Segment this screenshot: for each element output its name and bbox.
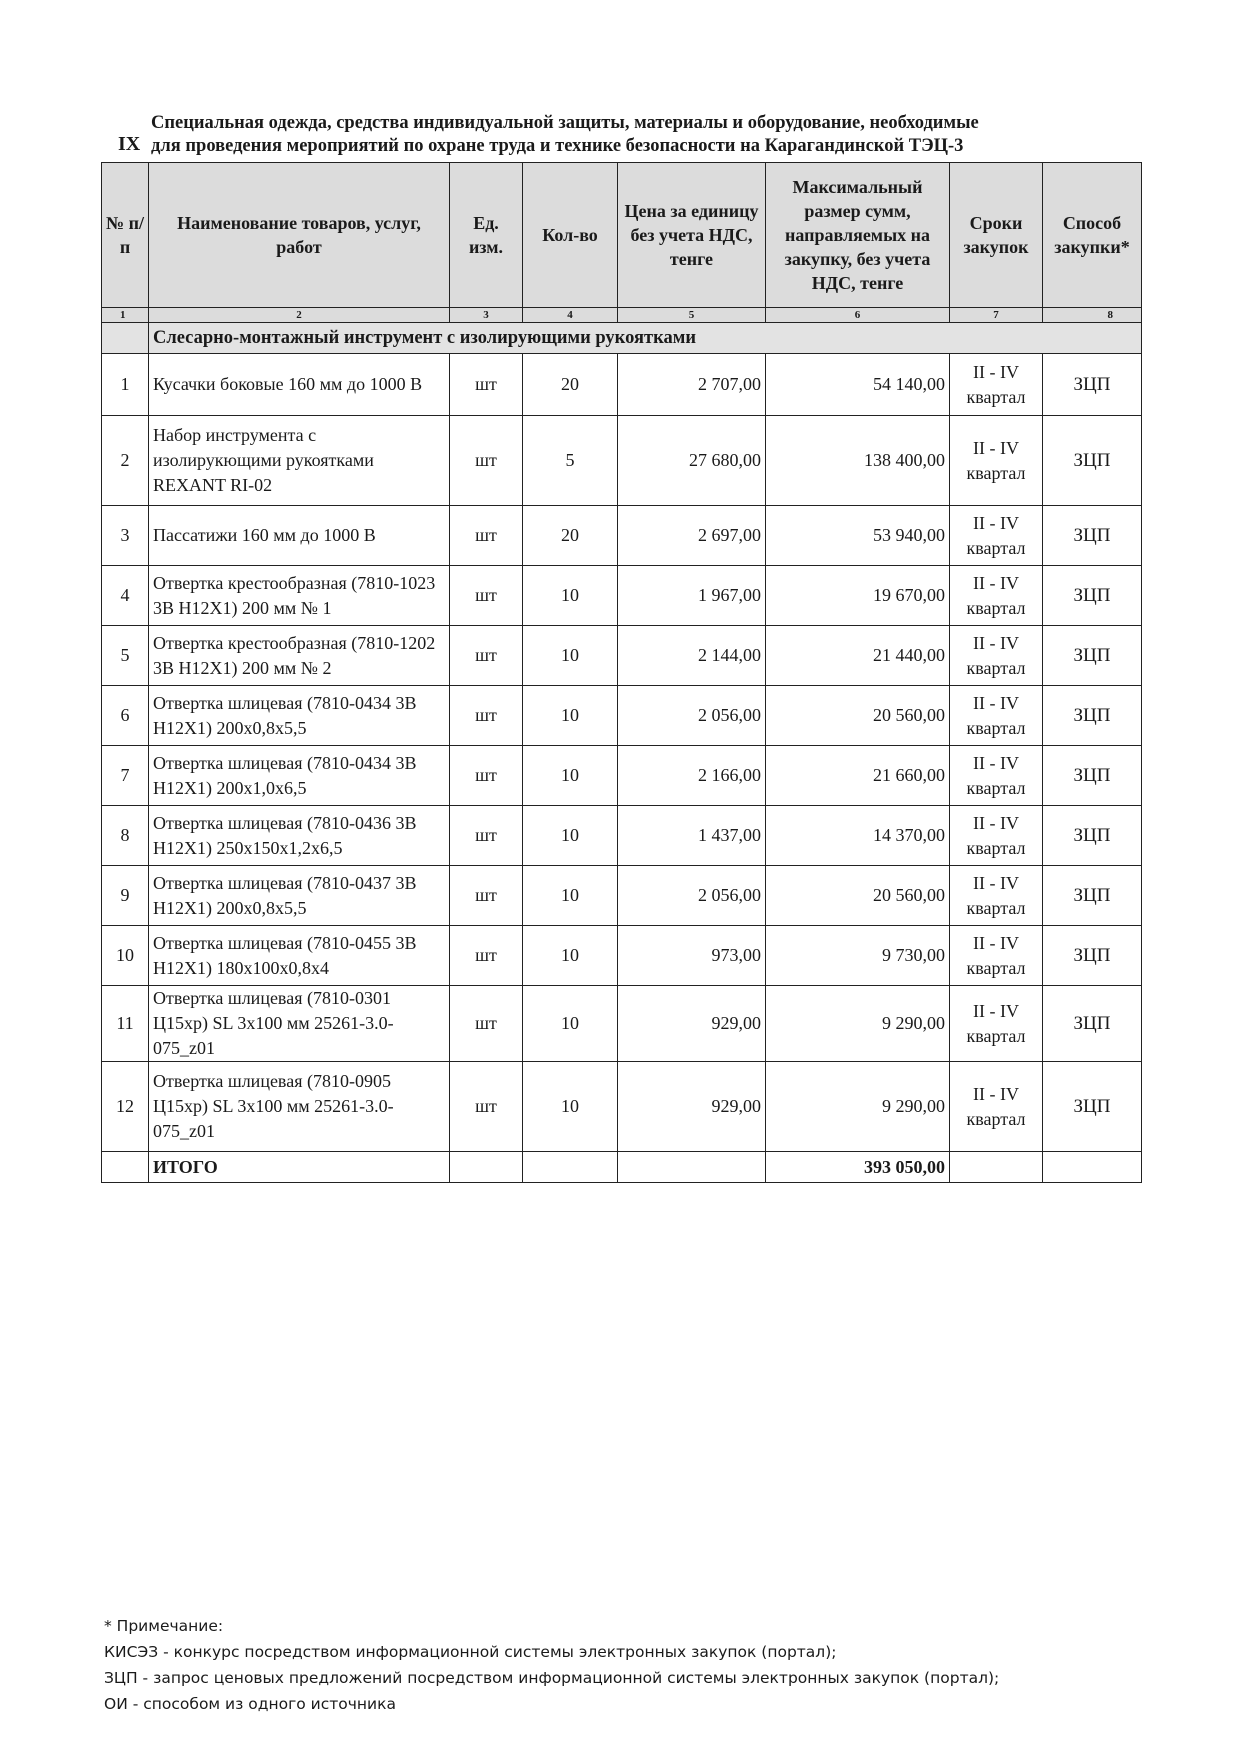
item-price: 2 144,00: [618, 626, 766, 686]
footnote-line: ОИ - способом из одного источника: [104, 1695, 396, 1713]
item-price: 2 697,00: [618, 506, 766, 566]
table-row: [102, 686, 1142, 746]
column-number-row: [102, 308, 1142, 323]
item-unit: шт: [450, 626, 523, 686]
item-unit: шт: [450, 1062, 523, 1152]
section-number: IX: [118, 133, 141, 155]
item-term: II - IV квартал: [950, 926, 1043, 986]
item-qty: 10: [523, 686, 618, 746]
item-name: Кусачки боковые 160 мм до 1000 В: [149, 354, 450, 416]
item-name: Пассатижи 160 мм до 1000 В: [149, 506, 450, 566]
header-no: № п/п: [102, 163, 149, 308]
item-term: II - IV квартал: [950, 986, 1043, 1062]
column-number: 3: [450, 308, 523, 323]
item-method: ЗЦП: [1043, 1062, 1142, 1152]
item-method: ЗЦП: [1043, 746, 1142, 806]
item-term: II - IV квартал: [950, 506, 1043, 566]
item-price: 1 437,00: [618, 806, 766, 866]
section-title: [151, 112, 1111, 158]
header-price: Цена за единицу без учета НДС, тенге: [618, 163, 766, 308]
item-price: 929,00: [618, 1062, 766, 1152]
item-term: II - IV квартал: [950, 626, 1043, 686]
total-empty-cell: [950, 1152, 1043, 1183]
item-sum: 53 940,00: [766, 506, 950, 566]
item-name: Отвертка крестообразная (7810-1202 3В Н12Х1) 200 мм № 2: [149, 626, 450, 686]
item-sum: 9 730,00: [766, 926, 950, 986]
item-sum: 14 370,00: [766, 806, 950, 866]
column-number: 4: [523, 308, 618, 323]
item-qty: 5: [523, 416, 618, 506]
table-row: [102, 806, 1142, 866]
item-method: ЗЦП: [1043, 354, 1142, 416]
total-row: [102, 1152, 1142, 1183]
table-header-row: [102, 163, 1142, 308]
section-title-line-2: для проведения мероприятий по охране труда и технике безопасности на Карагандинской ТЭЦ-3: [151, 136, 964, 156]
item-term: II - IV квартал: [950, 806, 1043, 866]
item-sum: 9 290,00: [766, 986, 950, 1062]
item-name: Отвертка шлицевая (7810-0905 Ц15хр) SL 3х100 мм 25261-3.0-075_z01: [149, 1062, 450, 1152]
item-number: 11: [102, 986, 149, 1062]
item-unit: шт: [450, 566, 523, 626]
column-number: 8: [1043, 308, 1142, 323]
item-price: 2 056,00: [618, 866, 766, 926]
group-row: [102, 323, 1142, 354]
column-number: 2: [149, 308, 450, 323]
item-name: Отвертка шлицевая (7810-0436 3В Н12Х1) 250х150х1,2х6,5: [149, 806, 450, 866]
total-value: 393 050,00: [766, 1152, 950, 1183]
item-unit: шт: [450, 354, 523, 416]
item-qty: 10: [523, 746, 618, 806]
item-sum: 19 670,00: [766, 566, 950, 626]
group-empty-cell: [102, 323, 149, 354]
item-unit: шт: [450, 746, 523, 806]
item-method: ЗЦП: [1043, 806, 1142, 866]
item-term: II - IV квартал: [950, 416, 1043, 506]
header-terms: Сроки закупок: [950, 163, 1043, 308]
item-method: ЗЦП: [1043, 686, 1142, 746]
item-method: ЗЦП: [1043, 416, 1142, 506]
item-sum: 20 560,00: [766, 686, 950, 746]
item-unit: шт: [450, 686, 523, 746]
item-price: 973,00: [618, 926, 766, 986]
item-qty: 20: [523, 354, 618, 416]
item-qty: 10: [523, 866, 618, 926]
item-term: II - IV квартал: [950, 1062, 1043, 1152]
item-sum: 21 440,00: [766, 626, 950, 686]
item-qty: 10: [523, 1062, 618, 1152]
item-sum: 21 660,00: [766, 746, 950, 806]
item-sum: 20 560,00: [766, 866, 950, 926]
item-number: 6: [102, 686, 149, 746]
item-name: Отвертка шлицевая (7810-0455 3В Н12Х1) 180х100х0,8х4: [149, 926, 450, 986]
item-sum: 138 400,00: [766, 416, 950, 506]
item-name: Отвертка шлицевая (7810-0434 3В Н12Х1) 200х1,0х6,5: [149, 746, 450, 806]
item-qty: 10: [523, 626, 618, 686]
item-term: II - IV квартал: [950, 686, 1043, 746]
header-max-sum: Максимальный размер сумм, направляемых на закупку, без учета НДС, тенге: [766, 163, 950, 308]
item-sum: 54 140,00: [766, 354, 950, 416]
header-unit: Ед. изм.: [450, 163, 523, 308]
item-qty: 10: [523, 926, 618, 986]
footnote-line: КИСЭЗ - конкурс посредством информационной системы электронных закупок (портал);: [104, 1643, 837, 1661]
item-term: II - IV квартал: [950, 746, 1043, 806]
item-unit: шт: [450, 806, 523, 866]
total-empty-cell: [102, 1152, 149, 1183]
item-term: II - IV квартал: [950, 866, 1043, 926]
footnote: [104, 1613, 999, 1717]
table-row: [102, 566, 1142, 626]
table-row: [102, 986, 1142, 1062]
table-row: [102, 354, 1142, 416]
item-number: 5: [102, 626, 149, 686]
item-unit: шт: [450, 416, 523, 506]
item-number: 2: [102, 416, 149, 506]
item-number: 3: [102, 506, 149, 566]
item-name: Набор инструмента с изолирукющими рукоятками REXANT RI-02: [149, 416, 450, 506]
item-price: 2 166,00: [618, 746, 766, 806]
item-qty: 10: [523, 566, 618, 626]
header-method: Способ закупки*: [1043, 163, 1142, 308]
column-number: 5: [618, 308, 766, 323]
table-row: [102, 626, 1142, 686]
total-empty-cell: [450, 1152, 523, 1183]
item-qty: 10: [523, 986, 618, 1062]
item-sum: 9 290,00: [766, 1062, 950, 1152]
table-row: [102, 1062, 1142, 1152]
item-method: ЗЦП: [1043, 506, 1142, 566]
item-method: ЗЦП: [1043, 926, 1142, 986]
item-price: 929,00: [618, 986, 766, 1062]
item-name: Отвертка шлицевая (7810-0301 Ц15хр) SL 3х100 мм 25261-3.0-075_z01: [149, 986, 450, 1062]
table-row: [102, 416, 1142, 506]
item-unit: шт: [450, 866, 523, 926]
item-method: ЗЦП: [1043, 566, 1142, 626]
section-title-line-1: Специальная одежда, средства индивидуальной защиты, материалы и оборудование, необходимые: [151, 113, 979, 133]
table-row: [102, 506, 1142, 566]
item-price: 27 680,00: [618, 416, 766, 506]
item-name: Отвертка шлицевая (7810-0437 3В Н12Х1) 200х0,8х5,5: [149, 866, 450, 926]
item-method: ЗЦП: [1043, 866, 1142, 926]
item-method: ЗЦП: [1043, 626, 1142, 686]
item-term: II - IV квартал: [950, 354, 1043, 416]
item-unit: шт: [450, 926, 523, 986]
footnote-title: * Примечание:: [104, 1617, 224, 1635]
item-qty: 10: [523, 806, 618, 866]
item-price: 2 056,00: [618, 686, 766, 746]
header-qty: Кол-во: [523, 163, 618, 308]
item-price: 2 707,00: [618, 354, 766, 416]
total-empty-cell: [1043, 1152, 1142, 1183]
group-title: Слесарно-монтажный инструмент с изолирующими рукоятками: [149, 323, 1142, 354]
item-number: 9: [102, 866, 149, 926]
item-method: ЗЦП: [1043, 986, 1142, 1062]
column-number: 7: [950, 308, 1043, 323]
header-name: Наименование товаров, услуг, работ: [149, 163, 450, 308]
item-qty: 20: [523, 506, 618, 566]
item-unit: шт: [450, 986, 523, 1062]
column-number: 1: [102, 308, 149, 323]
item-term: II - IV квартал: [950, 566, 1043, 626]
table-row: [102, 926, 1142, 986]
item-unit: шт: [450, 506, 523, 566]
table-row: [102, 746, 1142, 806]
item-number: 7: [102, 746, 149, 806]
item-number: 4: [102, 566, 149, 626]
item-name: Отвертка крестообразная (7810-1023 3В Н12Х1) 200 мм № 1: [149, 566, 450, 626]
procurement-table: [101, 162, 1142, 1183]
item-name: Отвертка шлицевая (7810-0434 3В Н12Х1) 200х0,8х5,5: [149, 686, 450, 746]
total-label: ИТОГО: [149, 1152, 450, 1183]
table-row: [102, 866, 1142, 926]
total-empty-cell: [523, 1152, 618, 1183]
footnote-line: ЗЦП - запрос ценовых предложений посредством информационной системы электронных закупок (портал);: [104, 1669, 1000, 1687]
item-number: 12: [102, 1062, 149, 1152]
item-number: 10: [102, 926, 149, 986]
item-number: 8: [102, 806, 149, 866]
item-number: 1: [102, 354, 149, 416]
column-number: 6: [766, 308, 950, 323]
total-empty-cell: [618, 1152, 766, 1183]
item-price: 1 967,00: [618, 566, 766, 626]
